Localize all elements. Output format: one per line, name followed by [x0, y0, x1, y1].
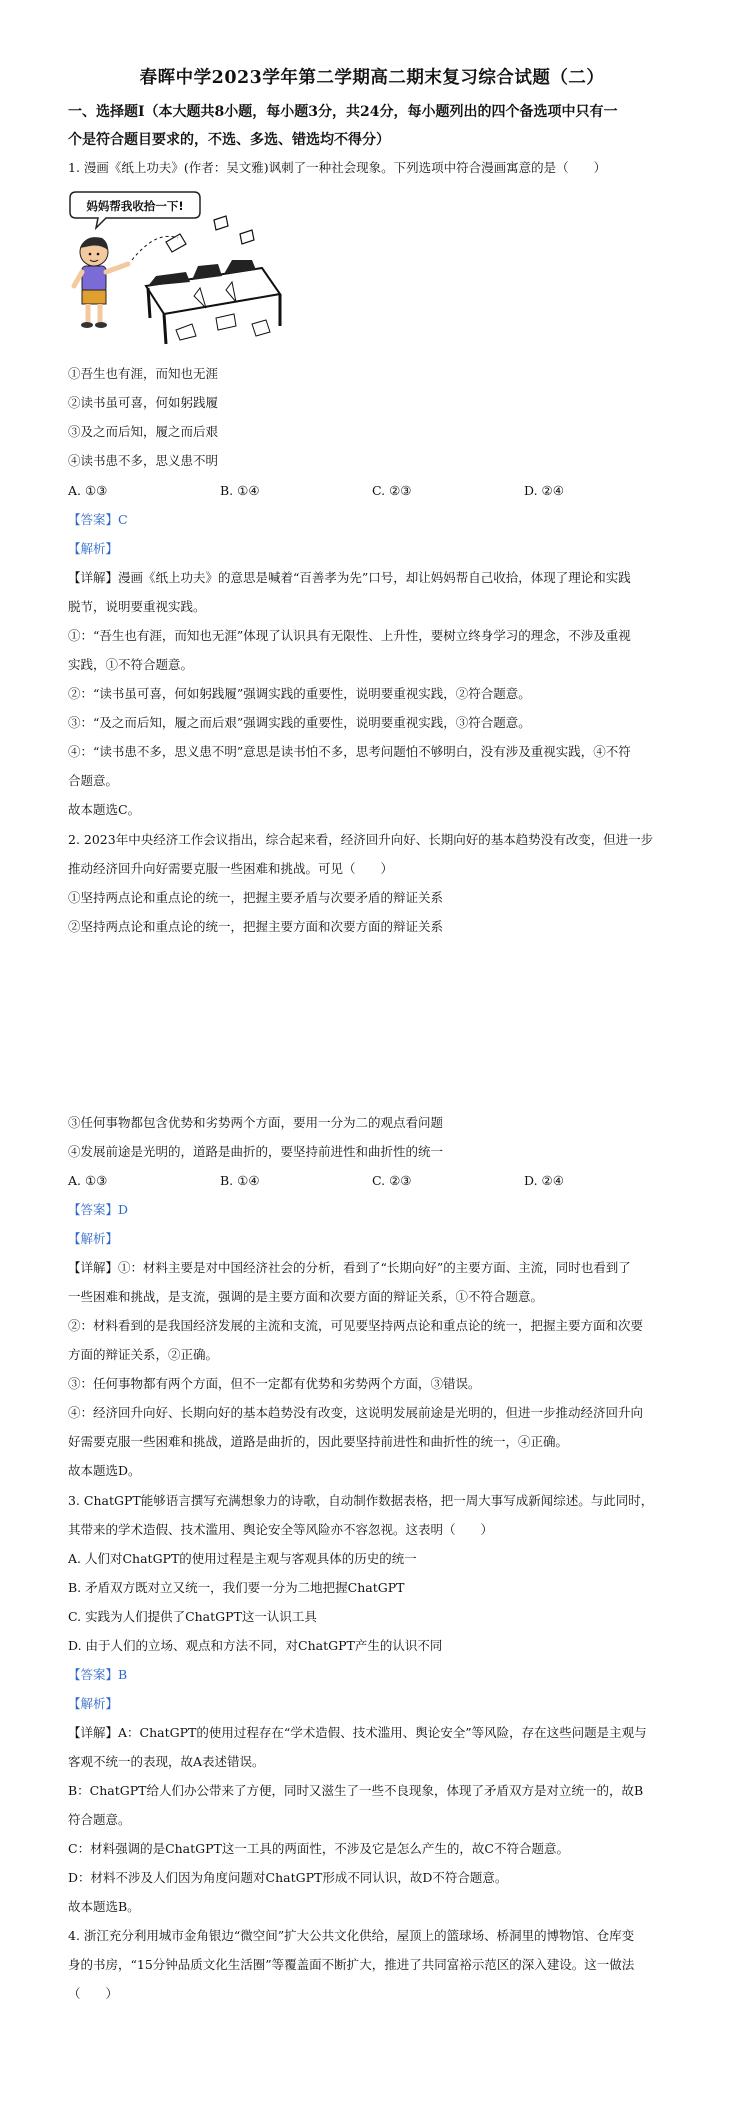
q1-detail-line: 合题意。 — [68, 773, 119, 788]
q2-item-3: ③任何事物都包含优势和劣势两个方面，要用一分为二的观点看问题 — [68, 1115, 444, 1130]
q2-option-a: A. ①③ — [68, 1173, 108, 1188]
q2-stem-line-2: 推动经济回升向好需要克服一些困难和挑战。可见（ ） — [68, 861, 394, 876]
q4-stem-line-2: 身的书房，“15分钟品质文化生活圈”等覆盖面不断扩大，推进了共同富裕示范区的深入建设。这一做法 — [68, 1957, 635, 1972]
q1-detail-line: ①：“吾生也有涯，而知也无涯”体现了认识具有无限性、上升性，要树立终身学习的理念，不涉及重视 — [68, 628, 631, 643]
q2-stem-line-1: 2. 2023年中央经济工作会议指出，综合起来看，经济回升向好、长期向好的基本趋势没有改变，但进一步 — [68, 832, 654, 847]
q2-detail-line: ④：经济回升向好、长期向好的基本趋势没有改变，这说明发展前途是光明的，但进一步推动经济回升向 — [68, 1405, 644, 1420]
speech-bubble-text: 妈妈帮我收拾一下! — [86, 199, 184, 213]
q3-option-d: D. 由于人们的立场、观点和方法不同，对ChatGPT产生的认识不同 — [68, 1638, 443, 1653]
q1-detail-line: 脱节，说明要重视实践。 — [68, 599, 206, 614]
q3-jiexi: 【解析】 — [68, 1696, 119, 1711]
q2-answer: 【答案】D — [68, 1202, 129, 1217]
q2-detail-line: 故本题选D。 — [68, 1463, 141, 1478]
q3-stem-line-2: 其带来的学术造假、技术滥用、舆论安全等风险亦不容忽视。这表明（ ） — [68, 1522, 494, 1537]
q1-detail-line: 故本题选C。 — [68, 802, 141, 817]
q1-detail-line: ③：“及之而后知，履之而后艰”强调实践的重要性，说明要重视实践，③符合题意。 — [68, 715, 531, 730]
page-title: 春晖中学2023学年第二学期高二期末复习综合试题（二） — [139, 68, 605, 88]
q3-option-b: B. 矛盾双方既对立又统一，我们要一分为二地把握ChatGPT — [68, 1580, 405, 1595]
q3-detail-line: 客观不统一的表现，故A表述错误。 — [68, 1754, 265, 1769]
q4-stem-line-3: （ ） — [68, 1986, 119, 2001]
q3-detail-line: C：材料强调的是ChatGPT这一工具的两面性，不涉及它是怎么产生的，故C不符合题意。 — [68, 1841, 569, 1856]
q3-detail-line: 【详解】A：ChatGPT的使用过程存在“学术造假、技术滥用、舆论安全”等风险，存在这些问题是主观与 — [68, 1725, 647, 1740]
q3-detail-line: D：材料不涉及人们因为角度问题对ChatGPT形成不同认识，故D不符合题意。 — [68, 1870, 508, 1885]
q2-item-1: ①坚持两点论和重点论的统一，把握主要矛盾与次要矛盾的辩证关系 — [68, 890, 444, 905]
q1-options — [68, 481, 688, 501]
q4-stem-line-1: 4. 浙江充分利用城市金角银边“微空间”扩大公共文化供给，屋顶上的篮球场、桥洞里的博物馆、仓库变 — [68, 1928, 635, 1943]
q1-detail-line: ④：“读书患不多，思义患不明”意思是读书怕不多，思考问题怕不够明白，没有涉及重视实践，④不符 — [68, 744, 631, 759]
q2-detail-line: 一些困难和挑战，是支流，强调的是主要方面和次要方面的辩证关系，①不符合题意。 — [68, 1289, 544, 1304]
q2-detail-line: 好需要克服一些困难和挑战，道路是曲折的，因此要坚持前进性和曲折性的统一，④正确。 — [68, 1434, 569, 1449]
q2-options — [68, 1171, 688, 1191]
q1-item-3: ③及之而后知，履之而后艰 — [68, 424, 219, 439]
q3-detail-line: B：ChatGPT给人们办公带来了方便，同时又滋生了一些不良现象，体现了矛盾双方是对立统一的，故B — [68, 1783, 644, 1798]
q1-item-2: ②读书虽可喜，何如躬践履 — [68, 395, 219, 410]
q2-detail-line: 【详解】①：材料主要是对中国经济社会的分析，看到了“长期向好”的主要方面、主流，同时也看到了 — [68, 1260, 631, 1275]
q1-detail-line: ②：“读书虽可喜，何如躬践履”强调实践的重要性，说明要重视实践，②符合题意。 — [68, 686, 531, 701]
q3-answer: 【答案】B — [68, 1667, 128, 1682]
q1-option-d: D. ②④ — [524, 483, 564, 498]
q1-answer: 【答案】C — [68, 512, 128, 527]
q2-detail-line: ③：任何事物都有两个方面，但不一定都有优势和劣势两个方面，③错误。 — [68, 1376, 481, 1391]
q1-option-b: B. ①④ — [220, 483, 260, 498]
q1-jiexi: 【解析】 — [68, 541, 119, 556]
q3-stem-line-1: 3. ChatGPT能够语言撰写充满想象力的诗歌，自动制作数据表格，把一周大事写成新闻综述。与此同时， — [68, 1493, 654, 1508]
q2-item-4: ④发展前途是光明的，道路是曲折的，要坚持前进性和曲折性的统一 — [68, 1144, 444, 1159]
q2-item-2: ②坚持两点论和重点论的统一，把握主要方面和次要方面的辩证关系 — [68, 919, 444, 934]
q2-option-d: D. ②④ — [524, 1173, 564, 1188]
cartoon-illustration — [66, 190, 298, 350]
section-heading-line-2: 个是符合题目要求的，不选、多选、错选均不得分） — [68, 132, 390, 148]
q2-detail-line: ②：材料看到的是我国经济发展的主流和支流，可见要坚持两点论和重点论的统一，把握主要方面和次要 — [68, 1318, 644, 1333]
q2-option-c: C. ②③ — [372, 1173, 412, 1188]
q2-detail-line: 方面的辩证关系，②正确。 — [68, 1347, 219, 1362]
q1-option-a: A. ①③ — [68, 483, 108, 498]
q1-stem: 1. 漫画《纸上功夫》(作者：吴文雅)讽刺了一种社会现象。下列选项中符合漫画寓意的是（ ） — [68, 160, 607, 175]
q3-detail-line: 故本题选B。 — [68, 1899, 140, 1914]
q1-item-1: ①吾生也有涯，而知也无涯 — [68, 366, 219, 381]
q1-option-c: C. ②③ — [372, 483, 412, 498]
q3-detail-line: 符合题意。 — [68, 1812, 131, 1827]
q3-option-c: C. 实践为人们提供了ChatGPT这一认识工具 — [68, 1609, 317, 1624]
q2-jiexi: 【解析】 — [68, 1231, 119, 1246]
q1-detail-line: 实践，①不符合题意。 — [68, 657, 194, 672]
q3-option-a: A. 人们对ChatGPT的使用过程是主观与客观具体的历史的统一 — [68, 1551, 417, 1566]
q1-detail-line: 【详解】漫画《纸上功夫》的意思是喊着“百善孝为先”口号，却让妈妈帮自己收拾，体现了理论和实践 — [68, 570, 631, 585]
section-heading-line-1: 一、选择题Ⅰ（本大题共8小题，每小题3分，共24分，每小题列出的四个备选项中只有一 — [68, 104, 618, 120]
q1-item-4: ④读书患不多，思义患不明 — [68, 453, 219, 468]
q2-option-b: B. ①④ — [220, 1173, 260, 1188]
